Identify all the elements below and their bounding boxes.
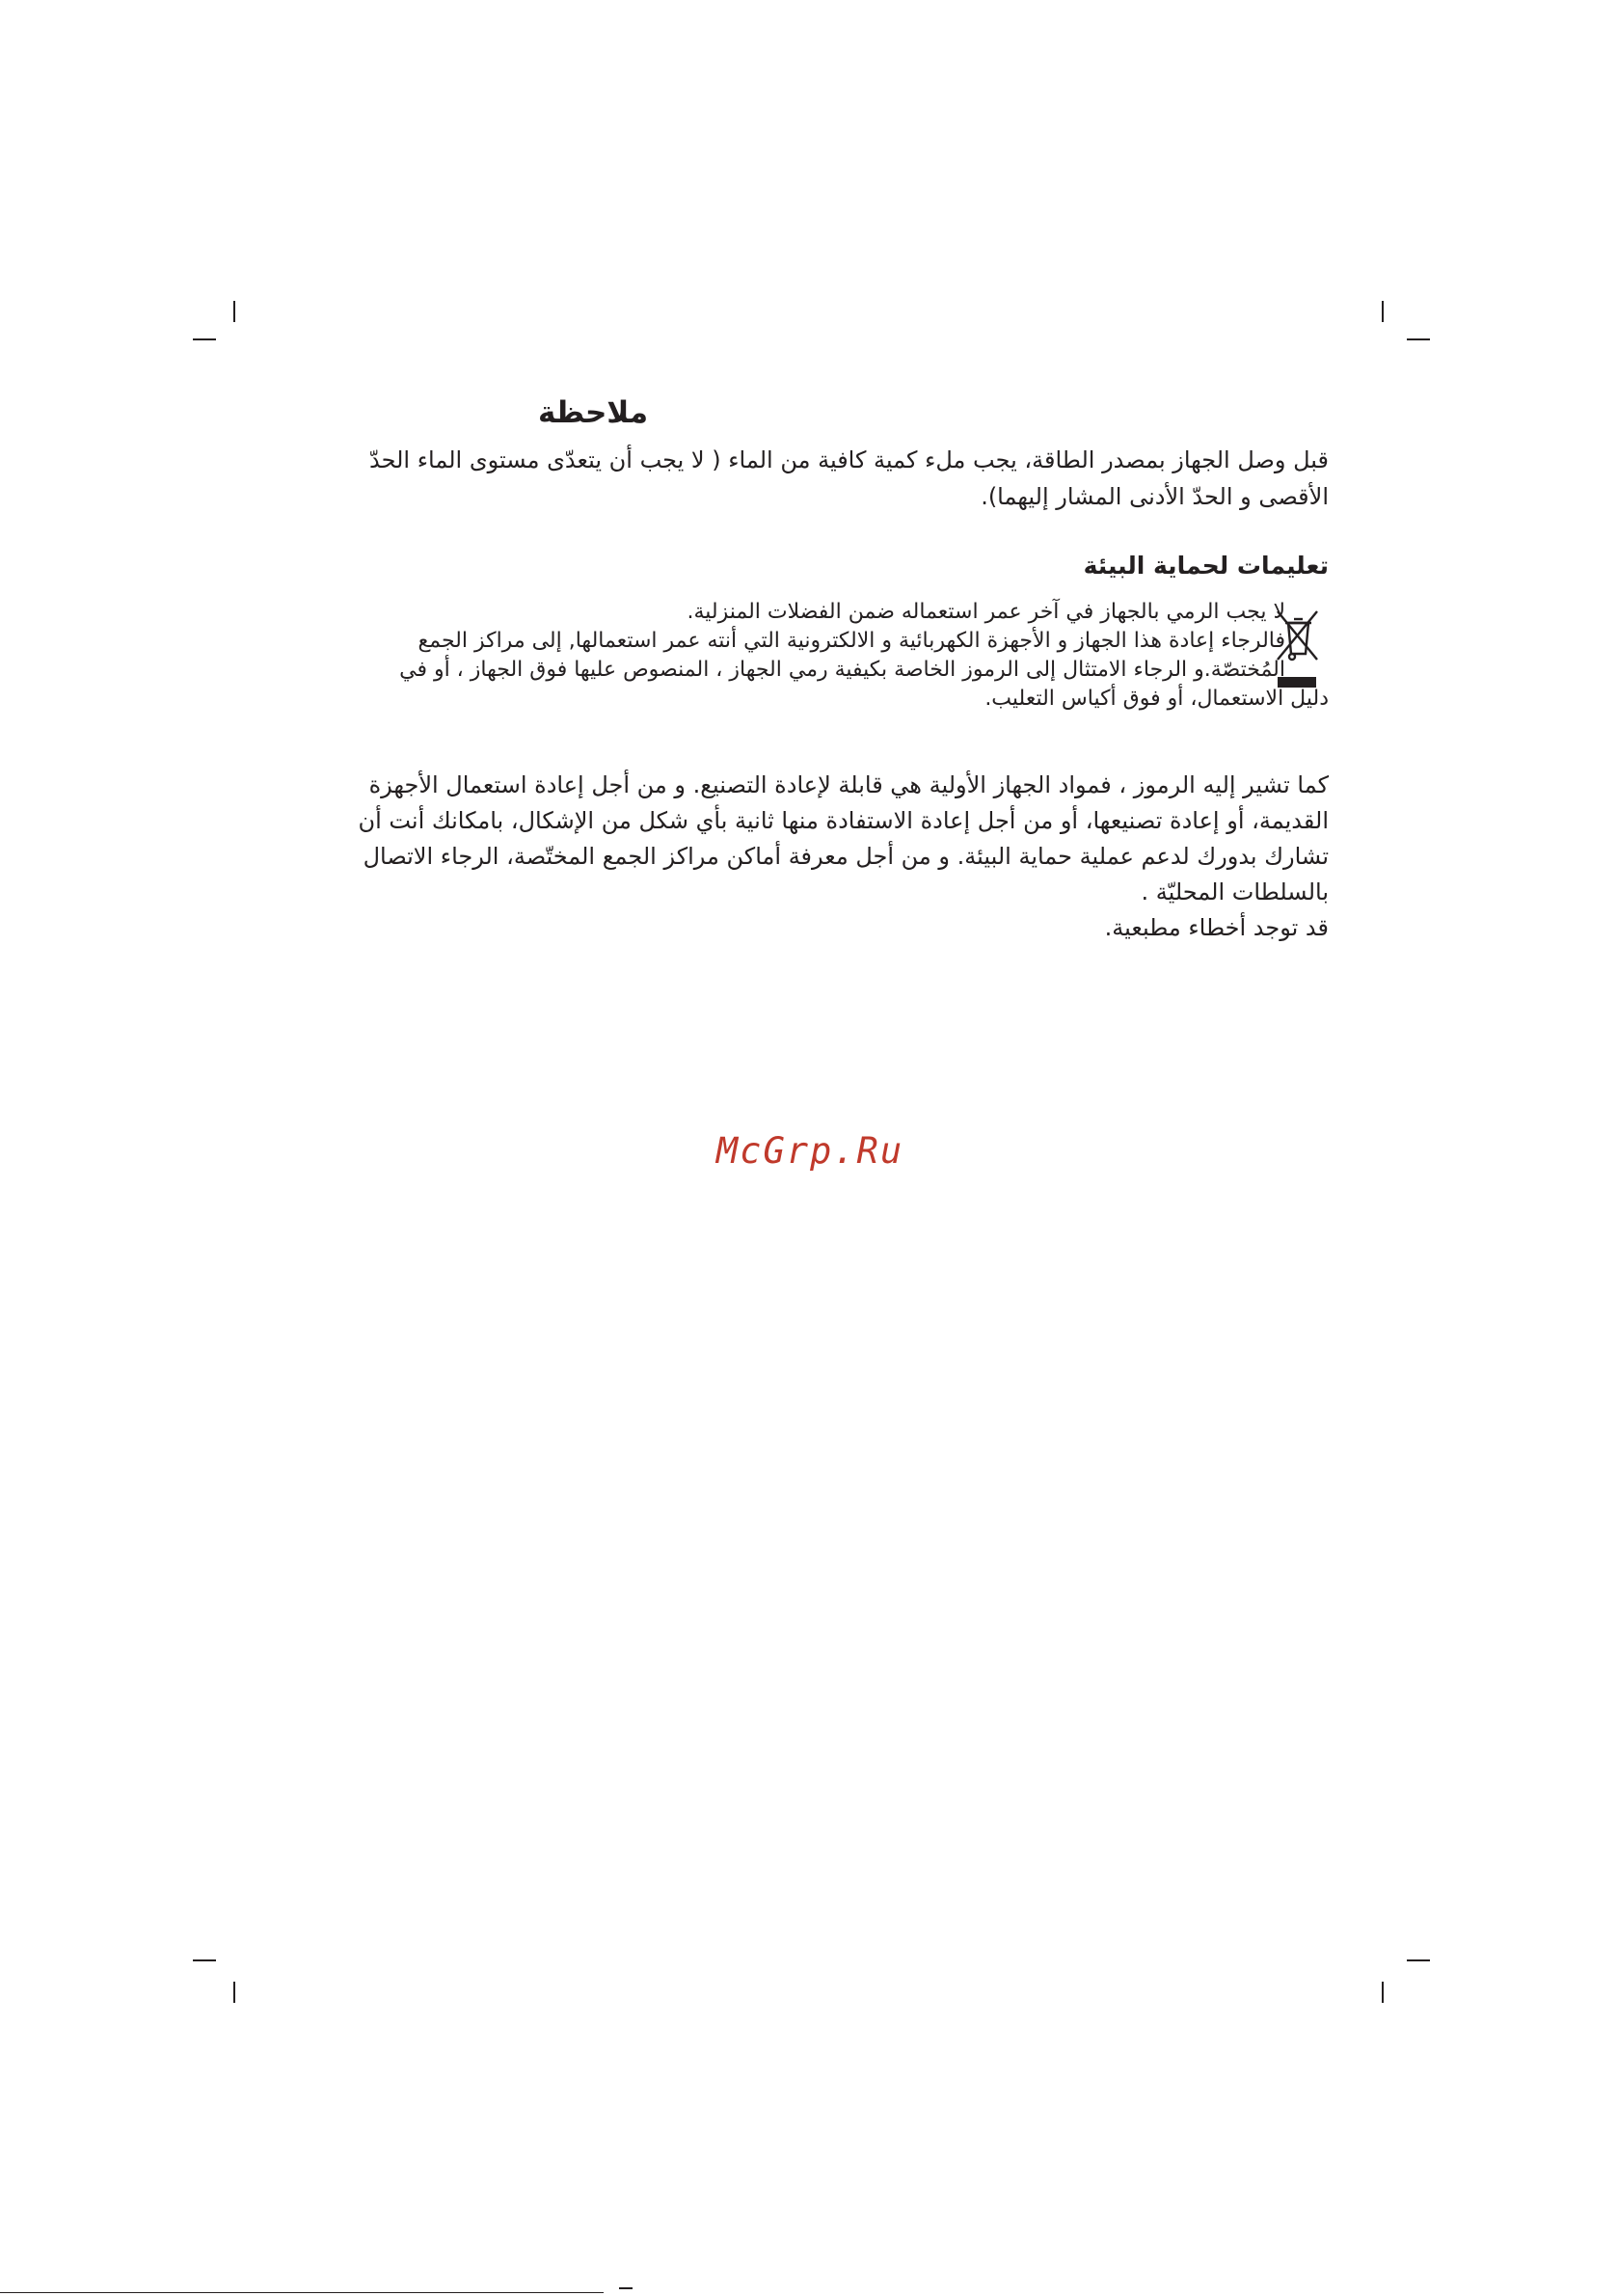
crop-mark-bottom-left-vertical — [233, 1982, 235, 2003]
footer-rule — [0, 2292, 604, 2293]
notice-title: ملاحظة — [537, 395, 649, 430]
environment-line: المُختصّة.و الرجاء الامتثال إلى الرموز الخاصة بكيفية رمي الجهاز ، المنصوص عليها فوق الجهاز ، أو في — [399, 658, 1285, 682]
environment-text — [313, 598, 1329, 714]
recycling-line: كما تشير إليه الرموز ، فمواد الجهاز الأولية هي قابلة لإعادة التصنيع. و من أجل إعادة استعمال الأجهزة — [368, 771, 1329, 798]
crop-mark-top-right-vertical — [1382, 301, 1384, 322]
notice-intro — [318, 442, 1329, 515]
crop-mark-top-left-horizontal — [193, 338, 216, 340]
notice-intro-line: الأقصى و الحدّ الأدنى المشار إليهما). — [981, 483, 1329, 510]
environment-heading: تعليمات لحماية البيئة — [1083, 552, 1329, 580]
environment-line: لا يجب الرمي بالجهاز في آخر عمر استعماله ضمن الفضلات المنزلية. — [687, 600, 1285, 624]
watermark: McGrp.Ru — [715, 1130, 904, 1172]
crop-mark-bottom-right-horizontal — [1407, 1959, 1430, 1961]
environment-line: فالرجاء إعادة هذا الجهاز و الأجهزة الكهربائية و الالكترونية التي أنته عمر استعمالها, إلى مراكز الجمع — [418, 629, 1285, 653]
environment-line: دليل الاستعمال، أو فوق أكياس التعليب. — [984, 687, 1329, 711]
crop-mark-top-right-horizontal — [1407, 338, 1430, 340]
footer-mark — [619, 2287, 633, 2289]
notice-intro-line: قبل وصل الجهاز بمصدر الطاقة، يجب ملء كمية كافية من الماء ( لا يجب أن يتعدّى مستوى الماء الحدّ — [369, 446, 1329, 473]
crop-mark-top-left-vertical — [233, 301, 235, 322]
crop-mark-bottom-right-vertical — [1382, 1982, 1384, 2003]
typo-disclaimer: قد توجد أخطاء مطبعية. — [1104, 914, 1329, 941]
recycling-paragraph — [318, 768, 1329, 946]
recycling-line: القديمة، أو إعادة تصنيعها، أو من أجل إعادة الاستفادة منها ثانية بأي شكل من الإشكال، بامكانك أنت أن — [358, 807, 1329, 834]
crop-mark-bottom-left-horizontal — [193, 1959, 216, 1961]
recycling-line: تشارك بدورك لدعم عملية حماية البيئة. و من أجل معرفة أماكن مراكز الجمع المختّصة، الرجاء الاتصال — [363, 843, 1329, 870]
recycling-line: بالسلطات المحليّة . — [1141, 878, 1329, 905]
